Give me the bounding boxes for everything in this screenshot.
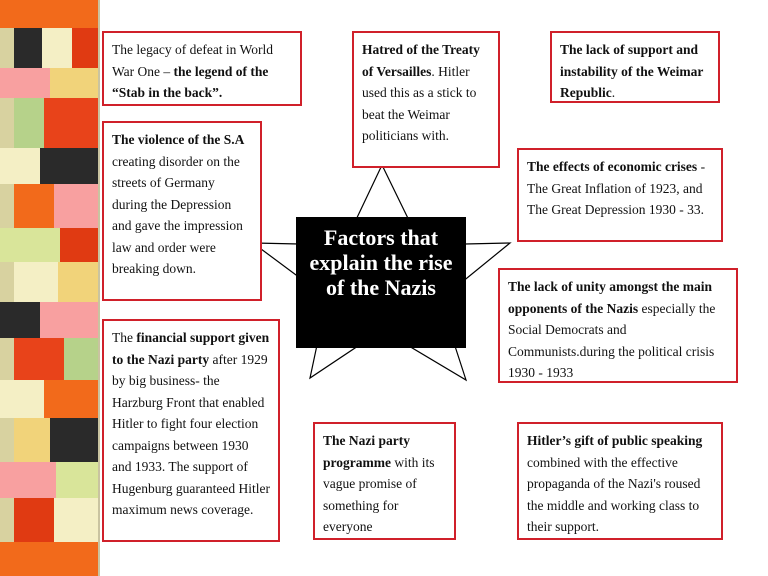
factor-weimar-instability: The lack of support and instability of the Weimar Republic. — [550, 31, 720, 103]
factor-versailles: Hatred of the Treaty of Versailles. Hitler used this as a stick to beat the Weimar politicians with. — [352, 31, 500, 168]
factor-opposition-disunity: The lack of unity amongst the main opponents of the Nazis especially the Social Democrats and Communists.during the political crisis 1930 - 1933 — [498, 268, 738, 383]
factor-war-legacy: The legacy of defeat in World War One – the legend of the “Stab in the back”. — [102, 31, 302, 106]
factor-financial-support: The financial support given to the Nazi party after 1929 by big business- the Harzburg Front that enabled Hitler to fight four election campaigns between 1930 and 1933. The support of Hugenburg guaranteed Hitler maximum news coverage. — [102, 319, 280, 542]
factor-party-programme: The Nazi party programme with its vague promise of something for everyone — [313, 422, 456, 540]
central-title: Factors that explain the rise of the Nazis — [296, 217, 466, 348]
factor-sa-violence: The violence of the S.A creating disorder on the streets of Germany during the Depression and gave the impression law and order were breaking down. — [102, 121, 262, 301]
factor-economic-crises: The effects of economic crises - The Great Inflation of 1923, and The Great Depression 1930 - 33. — [517, 148, 723, 242]
factor-public-speaking: Hitler’s gift of public speaking combined with the effective propaganda of the Nazi's roused the middle and working class to their support. — [517, 422, 723, 540]
